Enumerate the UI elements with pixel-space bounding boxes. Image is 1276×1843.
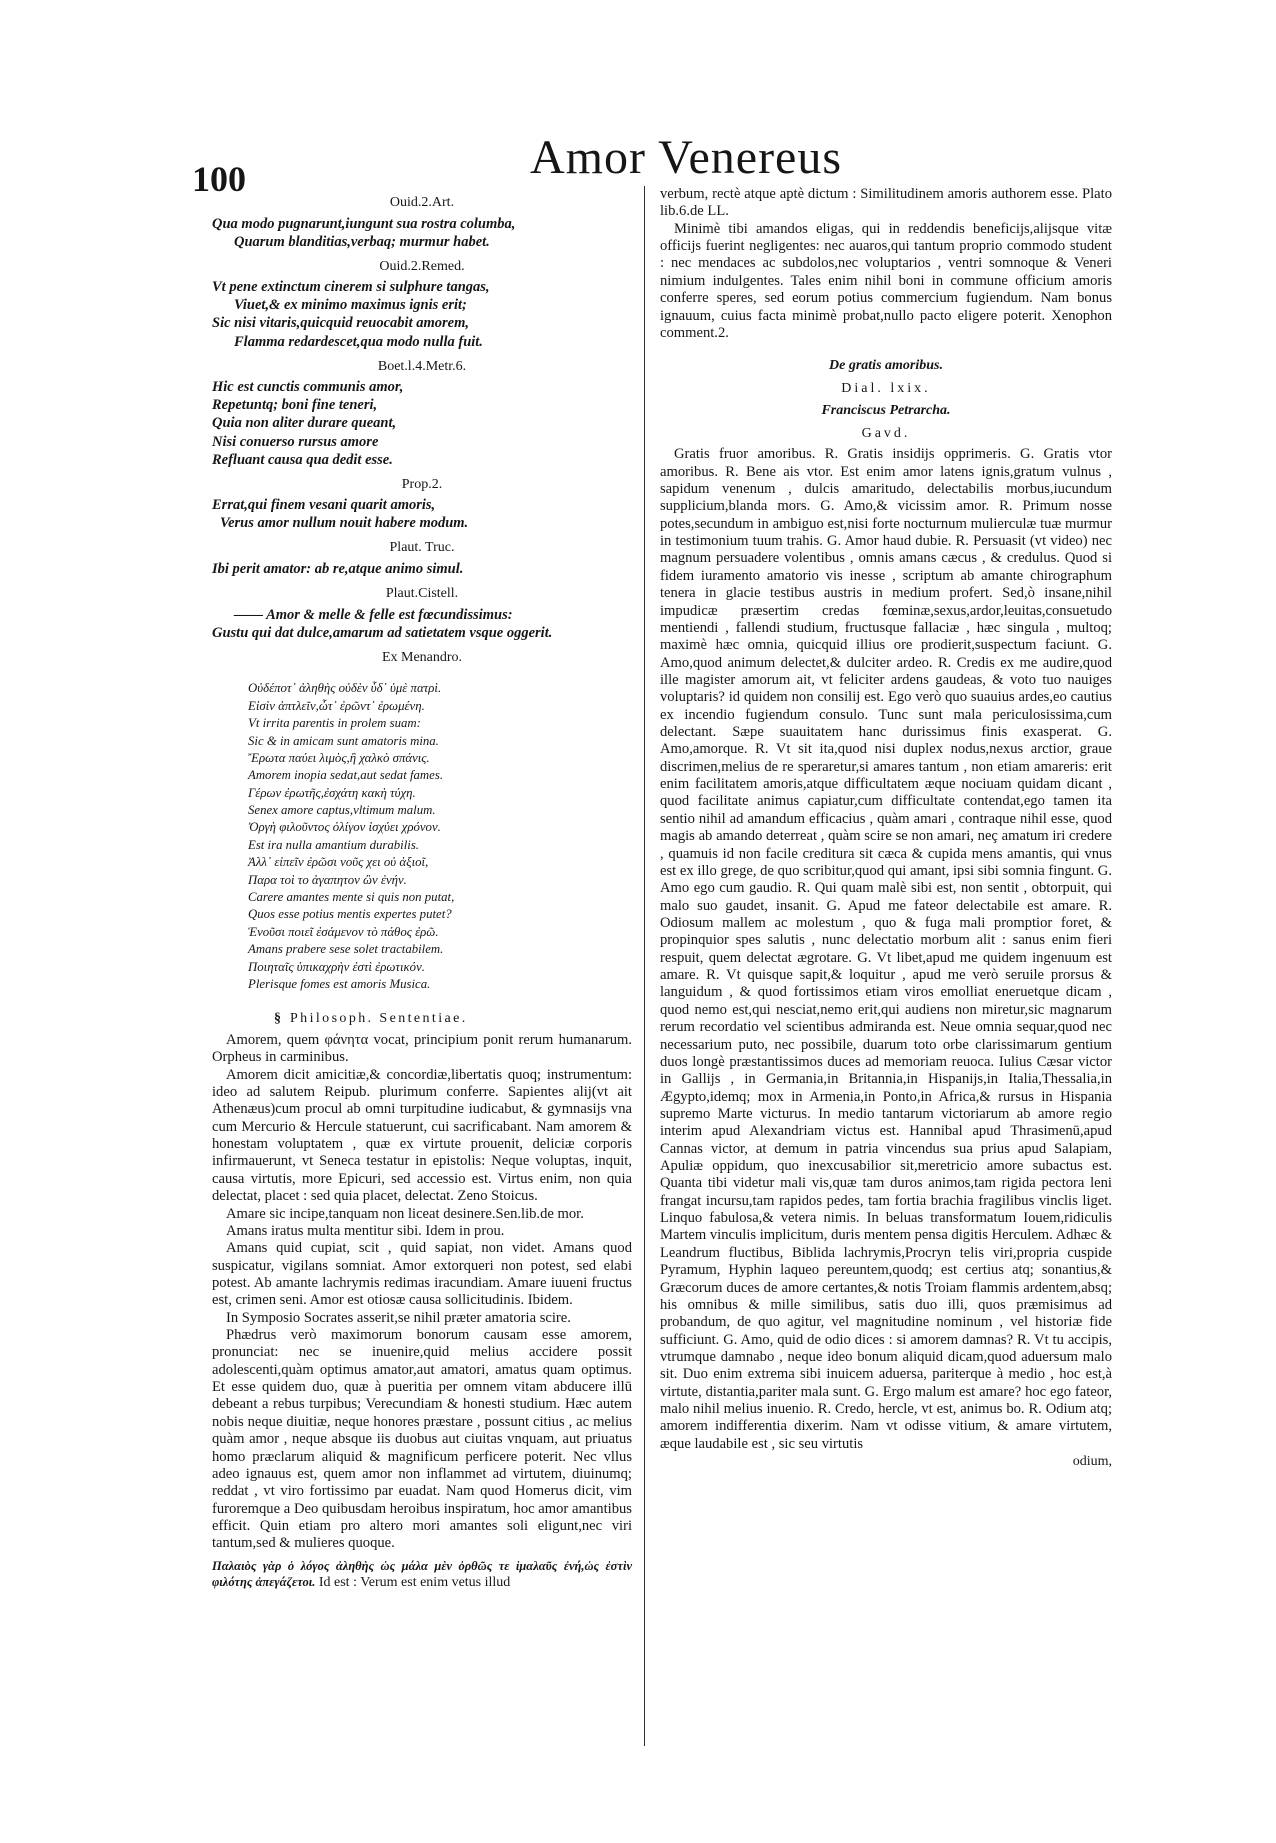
paragraph: Amorem, quem φάνητα vocat, principium ponit rerum humanarum. Orpheus in carminibus. — [212, 1031, 632, 1066]
verse-line: —— Amor & melle & felle est fœcundissimus: — [234, 606, 513, 623]
greek-line: Ποιηταῖς ὑπικαχρὴν ἐστὶ ἐρωτικόν. — [248, 959, 425, 974]
paragraph: verbum, rectè atque aptè dictum : Similitudinem amoris authorem esse. Plato lib.6.de LL. — [660, 186, 1112, 220]
closing-lines — [212, 1559, 632, 1592]
speaker-label: Gavd. — [861, 425, 911, 441]
greek-line: Εἰσὶν ἀπτλεῖν,ὦτ᾽ ἐρῶντ᾽ ἐρωμένη. — [248, 698, 425, 713]
verse-line: Ibi perit amator: ab re,atque animo simul. — [212, 561, 464, 577]
greek-quote: Παλαιὸς γὰρ ὁ λόγος ἀληθὴς ὡς μάλα μὲν ὀρθῶς τε ἱμαλαῦς ἐνή,ὡς ἐστὶν φιλότης ἀπεγάζετοι. — [212, 1558, 632, 1590]
section-heading-text: Philosoph. Sententiae. — [290, 1011, 468, 1027]
paragraph: Phædrus verò maximorum bonorum causam esse amorem, pronunciat: nec se inuenire,quid melius accidere possit adolescenti,quàm optimus amator,aut amatori, amatus quam optimus. Et esse quidem duo, quæ à pueritia per omnem vitam abducere illū debeant a rebus turpibus; Verecundiam & honesti studium. Hæc autem nobis neque diuitiæ, neque honores præstare , possunt citius , ac melius quàm amor , neque absque iis duobus aut ciuitas vnquam, aut priuatus homo præclarum aliquid & magnificum perficere poterit. Nec vllus adeo ignauus est, quem amor non inflammet ad virtutem, diuinumq; reddat , vt viro fortissimo par euadat. Nam quod Homerus dicit, vim furoremque a Deo quibusdam heroibus inspiratum, hoc amor amantibus efficit. Quin etiam pro altero mori amantes soli eligunt,nec viri tantum,sed & mulieres quoque. — [212, 1327, 632, 1552]
paragraph: In Symposio Socrates asserit,se nihil præter amatoria scire. — [226, 1309, 571, 1326]
verse-line: Viuet,& ex minimo maximus ignis erit; — [234, 297, 467, 314]
verse-boethius — [212, 379, 632, 469]
philosophical-sentences — [212, 1032, 632, 1553]
verse-line: Repetuntq; boni fine teneri, — [212, 397, 378, 414]
latin-line: Quos esse potius mentis expertes putet? — [248, 907, 452, 922]
dialogue-text — [660, 446, 1112, 1453]
verse-line: Qua modo pugnarunt,iungunt sua rostra columba, — [212, 215, 516, 232]
latin-line: Est ira nulla amantium durabilis. — [248, 837, 419, 852]
right-column — [660, 186, 1112, 1471]
verse-line: Quia non aliter durare queant, — [212, 415, 397, 432]
verse-line: Errat,qui finem vesani quarit amoris, — [212, 497, 436, 514]
citation-plautus-truc: Plaut. Truc. — [389, 540, 455, 556]
citation-ovid-art: Ouid.2.Art. — [389, 195, 455, 210]
paragraph: Minimè tibi amandos eligas, qui in reddendis beneficijs,alijsque vitæ officijs fuerint negligentes: nec auaros,qui tantum proprio commodo student : nec mendaces ac subdolos,nec voluptarios , ventri somnoque & Veneri nimium indulgentes. Tales enim nihil boni in commune officium amoris conferre speres, sed eorum potius commercium fugiendum. Nam bonus ignauum, cuius facta minimè probat,nullo pacto eligere poterit. Xenophon comment.2. — [660, 220, 1112, 341]
paragraph: Amare sic incipe,tanquam non liceat desinere.Sen.lib.de mor. — [226, 1205, 584, 1222]
verse-line: Gustu qui dat dulce,amarum ad satietatem vsque oggerit. — [212, 624, 553, 641]
menander-sentences — [248, 680, 632, 993]
verse-line: Refluant causa qua dedit esse. — [212, 451, 393, 468]
greek-line: Ὀργὴ φιλοῦντος ὀλίγον ἰσχύει χρόνον. — [248, 820, 441, 835]
verse-line: Verus amor nullum nouit habere modum. — [220, 515, 469, 532]
verse-ovid-art — [212, 216, 632, 251]
running-title: Amor Venereus — [530, 131, 843, 184]
latin-line: Sic & in amicam sunt amatoris mina. — [248, 733, 439, 748]
dialogue-number: Dial. lxix. — [841, 380, 931, 396]
section-mark-icon: § — [274, 1011, 281, 1027]
latin-line: Amorem inopia sedat,aut sedat fames. — [248, 768, 444, 783]
verse-line: Hic est cunctis communis amor, — [212, 379, 404, 396]
author-name: Franciscus Petrarcha. — [821, 403, 951, 419]
verse-plautus-truc — [212, 561, 632, 578]
verse-line: Nisi conuerso rursus amore — [212, 433, 379, 450]
verse-line: Sic nisi vitaris,quicquid reuocabit amorem, — [212, 315, 469, 332]
verse-plautus-cistell — [212, 607, 632, 642]
greek-line: Οὐδέποτ᾽ ἀληθὴς οὐδὲν ὗδ᾽ ὑμὲ πατρὶ. — [248, 681, 442, 696]
paragraph: Gratis fruor amoribus. R. Gratis insidijs opprimeris. G. Gratis vtor amoribus. R. Bene ais vtor. Est enim amor latens ignis,gratum vulnus , sapidum venenum , dulcis amaritudo, delectabilis morbus,iucundum supplicium,blanda mors. G. Amo,& vicissim amor. R. Primum nosse potes,secundum in ambiguo est,nisi forte nocturnum mulierculæ tuæ murmur in testimonium tuum trahis. G. Amor haud dubie. R. Persuasit (vt video) nec magnum persuadere volentibus , omnis amans cæcus , & credulus. Quod si fidem iuramento amatorio vis inesse , scriptum ab amante chirographum tenera in glacie testibus austris in medium profert. Sed,ò insane,nihil impudicæ præsertim credas fœminæ,sexus,ardor,leuitas,consuetudo mentiendi , fallendi studium, fructusque fallaciæ , hæc singula , multoq; maximè hæc omnia, quicquid illius ore prodierit,suspectum faciunt. G. Amo,quod animum delectet,& dulciter ardeo. R. Credis ex me audire,quod ille magister amorum ait, vt feliciter ardens gaudeas, & voto tuo nauiges voluptaris? id quidem non consilij est. Ego verò quo suauius ardes,eo cautius ex incendio fugiendum consulo. Tunc sunt mala periculosissima,cum delectant. Sæpe suauitatem hanc durissimus finis exasperat. G. Amo,amorque. R. Vt sit ita,quod nisi duplex nodus,nexus arctior, graue discrimen,melius de re speraretur,si amares tantum , non etiam amareris: erit enim facilitatem amoris,atque difficultatem æque nociuam quidam dicant , quod facilitate animus capiatur,cum difficultate contendat,ego tamen ita sentio nihil ad amandum efficacius , quàm amari , contraque nihil esse, quod magis ab amando deterreat , quàm scire se non amari, neç amatum iri credere , quamuis id non facile creditura sit cæca & cupida mens amantis, qui vnus est ex illo grege, de quo scribitur,quod qui amant, ipsi sibi somnia fingunt. G. Amo ego cum gaudio. R. Qui quam malè sibi est, non sentit , obtorpuit, qui malo suo gaudet, insanit. G. Apud me fateor delectabile est amare. R. Odiosum mallem ac molestum , quo & fuga mali promptior foret, & propinquior spes salutis , nunc delectatio morbum alit : sanus enim fieri respuit, quem delectat ægrotare. G. Vt libet,apud me quidem ingenuum est amare. R. Vt quisque sapit,& loquitur , apud me verò seruile prorsus & languidum , & quod fortissimos etiam viros emolliat eneruetque dicam , quod nemo est,qui nesciat,nemo erit,qui audiens non miretur,sic magnarum rerum recordatio vel scientibus admiranda est. Neue omnia sequar,quod nec necessarium puto, nec possibile, duarum toto orbe clarissimarum gentium duos longè præstantissimos duces ad memoriam reuoca. Iulius Cæsar victor in Gallijs , in Germania,in Britannia,in Hispanijs,in Italia,Thessalia,in Ægypto,idemq; mox in Armenia,in Ponto,in Africa,& rursus in Hispania supremo Marte victurus. In medio tantarum victoriarum ab amore regio interim apud Alexandriam victus est. Hannibal apud Thrasimenū,apud Cannas victor, at demum in patria vincendus sua prius apud Salapiam, Apuliæ oppidum, quo inexcusabilior sit,meretricio amore subactus est. Quanta tibi videtur mali vis,quæ tam duros animos,tam rigida pectora leni frangat incursu,tam rapidos pedes, tam fortia brachia fragilibus vinclis liget. Linquo fabulosa,& vetera nimis. In beluas transformatum Iouem,ridiculis Martem vinculis implicitum, duris mentem pensa digitis Herculem. Adhæc & Leandrum fluctibus, Biblida lachrymis,Procryn telis viri,propria cuspide Pyramum, Hyphin laqueo pereuntem,quodq; est certius atq; sonantius,& Græcorum duces de amore certantes,& notis Troiam flammis ardentem,absq; his omnibus & mille similibus, satis duo illi, quos præmisimus ad probandum, de quo agitur, vel magnitudine nominum , vel historiæ fide sufficiunt. G. Amo, quid de odio dices : si amorem damnas? R. Vt tu accipis, vtrumque damnabo , neque ideo bonum aliquid dicam,quod aduersum malo sit. Duo enim extrema sibi inuicem aduersa, pariterque à medio , hoc est,à virtute, distantia,pariter mala sunt. G. Ergo malum est amare? hoc ego fateor, malo nihil melius inuenio. R. Credo, hercle, vt est, animus bo. R. Odium atq; amorem indifferentia dixerim. Nam vt odisse vitium, & amare virtutem, æque laudabile est , sic seu virtutis — [660, 446, 1112, 1452]
dialogue-title: De gratis amoribus. — [829, 358, 943, 374]
latin-line: Senex amore captus,vltimum malum. — [248, 803, 436, 818]
citation-ovid-remed: Ouid.2.Remed. — [379, 258, 465, 274]
citation-plautus-cistell: Plaut.Cistell. — [385, 586, 459, 602]
paragraph: Amans quid cupiat, scit , quid sapiat, non videt. Amans quod suspicatur, vigilans somniat. Amor extorqueri non potest, sed elabi potest. Ab amante lachrymis redimas iracundiam. Amare iuueni fructus est, crimen seni. Amor est otiosæ causa sollicitudinis. Ibidem. — [212, 1240, 632, 1309]
verse-line: Vt pene extinctum cinerem si sulphure tangas, — [212, 279, 490, 296]
paragraph: Amorem dicit amicitiæ,& concordiæ,libertatis quoq; instrumentum: ideo ad salutem Reipub. plurimum conferre. Sapientes alij(vt ait Athenæus)cum procul ab omni turpitudine iudicabut, & gymnasijs vna cum Mercurio & Hercule statuerunt, cui sacrificabant. Nam amorem & honestam voluptatem , quæ ex virtute prouenit, deliciæ corporis infirmauerunt, vt Seneca testatur in epistolis: Neque voluptas, inquit, causa virtutis, more Epicuri, sed accessio est. Virtus enim, non quia delectat, placet : sed quia placet, delectat. Zeno Stoicus. — [212, 1066, 632, 1205]
greek-line: Ἀλλ᾽ εἰπεῖν ἐρῶσι νοῦς χει οὐ ἀξιοῖ, — [248, 855, 429, 870]
column-divider — [644, 186, 645, 1746]
latin-line: Carere amantes mente si quis non putat, — [248, 890, 455, 905]
paragraph: Amans iratus multa mentitur sibi. Idem in prou. — [226, 1222, 505, 1239]
verse-line: Quarum blanditias,verbaq; murmur habet. — [234, 233, 490, 250]
continued-text — [660, 186, 1112, 342]
citation-menander: Ex Menandro. — [381, 649, 463, 665]
greek-line: Ἑνοῦσι ποιεῖ ἐσάμενον τὸ πάθος ἐρῶ. — [248, 924, 439, 939]
latin-line: Amans prabere sese solet tractabilem. — [248, 942, 444, 957]
page-number: 100 — [192, 159, 246, 199]
citation-boethius: Boet.l.4.Metr.6. — [377, 358, 467, 374]
catchword: odium, — [1072, 1454, 1112, 1470]
greek-line: Παρα τοὶ το ἀγαπητον ὢν ἐνήν. — [248, 872, 407, 887]
verse-propertius — [212, 497, 632, 532]
verse-line: Flamma redardescet,qua modo nulla fuit. — [234, 333, 483, 350]
latin-translation: Id est : Verum est enim vetus illud — [318, 1575, 511, 1591]
section-heading — [274, 1011, 632, 1028]
greek-line: Γέρων ἐρωτῆς,ἐσχάτη κακὴ τύχη. — [248, 785, 416, 800]
citation-propertius: Prop.2. — [401, 476, 443, 492]
verse-ovid-remed — [212, 279, 632, 350]
latin-line: Vt irrita parentis in prolem suam: — [248, 716, 421, 731]
greek-line: Ἔρωτα παύει λιμὸς,ἢ χαλκὸ σπάνις. — [248, 750, 430, 765]
latin-line: Plerisque fomes est amoris Musica. — [248, 977, 431, 991]
left-column — [212, 192, 632, 1592]
